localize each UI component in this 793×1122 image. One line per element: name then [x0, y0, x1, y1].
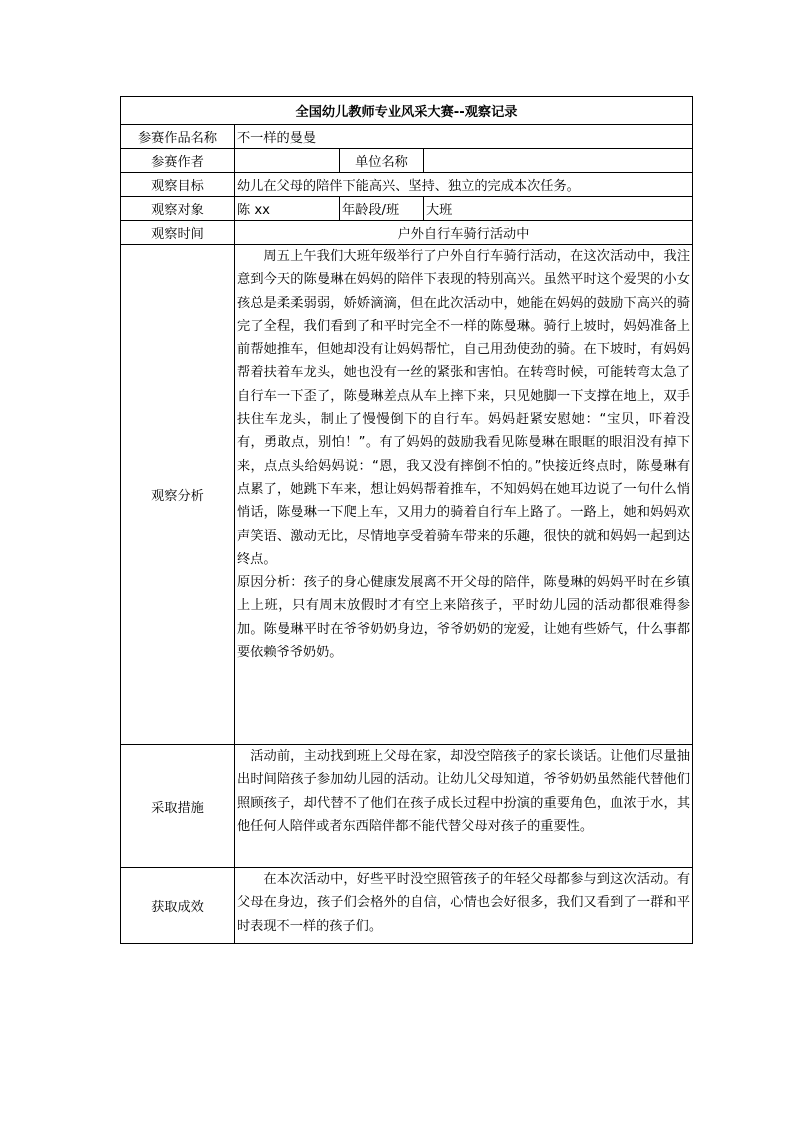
work-name-row — [121, 125, 693, 149]
observation-record-table — [120, 96, 693, 944]
analysis-row — [121, 245, 693, 745]
results-text: 在本次活动中，好些平时没空照管孩子的年轻父母都参与到这次活动。有父母在身边，孩子们会格外的自信，心情也会好很多，我们又看到了一群和平时表现不一样的孩子们。 — [237, 872, 691, 934]
measures-text: 活动前，主动找到班上父母在家，却没空陪孩子的家长谈话。让他们尽量抽出时间陪孩子参加幼儿园的活动。让幼儿父母知道，爷爷奶奶虽然能代替他们照顾孩子，却代替不了他们在孩子成长过程中扮演的重要角色，血浓于水，其他任何人陪伴或者东西陪伴都不能代替父母对孩子的重要性。 — [237, 749, 691, 834]
results-label: 获取成效 — [121, 868, 235, 944]
analysis-paragraph-2: 原因分析：孩子的身心健康发展离不开父母的陪伴，陈曼琳的妈妈平时在乡镇上上班，只有周末放假时才有空上来陪孩子，平时幼儿园的活动都很难得参加。陈曼琳平时在爷爷奶奶身边，爷爷奶奶的宠爱，让她有些娇气，什么事都要依赖爷爷奶奶。 — [237, 575, 691, 661]
measures-cell — [235, 745, 693, 868]
analysis-paragraph-1: 周五上午我们大班年级举行了户外自行车骑行活动，在这次活动中，我注意到今天的陈曼琳在妈妈的陪伴下表现的特别高兴。虽然平时这个爱哭的小女孩总是柔柔弱弱，娇娇滴滴，但在此次活动中，她能在妈妈的鼓励下高兴的骑完了全程，我们看到了和平时完全不一样的陈曼琳。骑行上坡时，妈妈准备上前帮她推车，但她却没有让妈妈帮忙，自己用劲使劲的骑。在下坡时，有妈妈帮着扶着车龙头，她也没有一丝的紧张和害怕。在转弯时候，可能转弯太急了自行车一下歪了，陈曼琳差点从车上摔下来，只见她脚一下支撑在地上，双手扶住车龙头，制止了慢慢倒下的自行车。妈妈赶紧安慰她：“宝贝，吓着没有，勇敢点，别怕！”。有了妈妈的鼓励我看见陈曼琳在眼眶的眼泪没有掉下来，点点头给妈妈说：“恩，我又没有摔倒不怕的。”快接近终点时，陈曼琳有点累了，她跳下车来，想让妈妈帮着推车，不知妈妈在她耳边说了一句什么悄悄话，陈曼琳一下爬上车，又用力的骑着自行车上路了。一路上，她和妈妈欢声笑语、激动无比，尽情地享受着骑车带来的乐趣，很快的就和妈妈一起到达终点。 — [237, 249, 691, 567]
goal-value: 幼儿在父母的陪伴下能高兴、坚持、独立的完成本次任务。 — [235, 173, 693, 197]
measures-row — [121, 745, 693, 868]
subject-row — [121, 197, 693, 221]
work-name-value: 不一样的曼曼 — [235, 125, 693, 149]
goal-label: 观察目标 — [121, 173, 235, 197]
analysis-label: 观察分析 — [121, 245, 235, 745]
age-label: 年龄段/班 — [340, 197, 424, 221]
subject-label: 观察对象 — [121, 197, 235, 221]
table-title: 全国幼儿教师专业风采大赛--观察记录 — [121, 97, 693, 125]
results-cell — [235, 868, 693, 944]
measures-label: 采取措施 — [121, 745, 235, 868]
title-row — [121, 97, 693, 125]
time-row — [121, 221, 693, 245]
goal-row — [121, 173, 693, 197]
author-label: 参赛作者 — [121, 149, 235, 173]
results-row — [121, 868, 693, 944]
unit-value — [424, 149, 693, 173]
age-value: 大班 — [424, 197, 693, 221]
unit-label: 单位名称 — [340, 149, 424, 173]
author-row — [121, 149, 693, 173]
time-value: 户外自行车骑行活动中 — [235, 221, 693, 245]
work-name-label: 参赛作品名称 — [121, 125, 235, 149]
author-value — [235, 149, 340, 173]
time-label: 观察时间 — [121, 221, 235, 245]
subject-value: 陈 xx — [235, 197, 340, 221]
analysis-cell — [235, 245, 693, 745]
